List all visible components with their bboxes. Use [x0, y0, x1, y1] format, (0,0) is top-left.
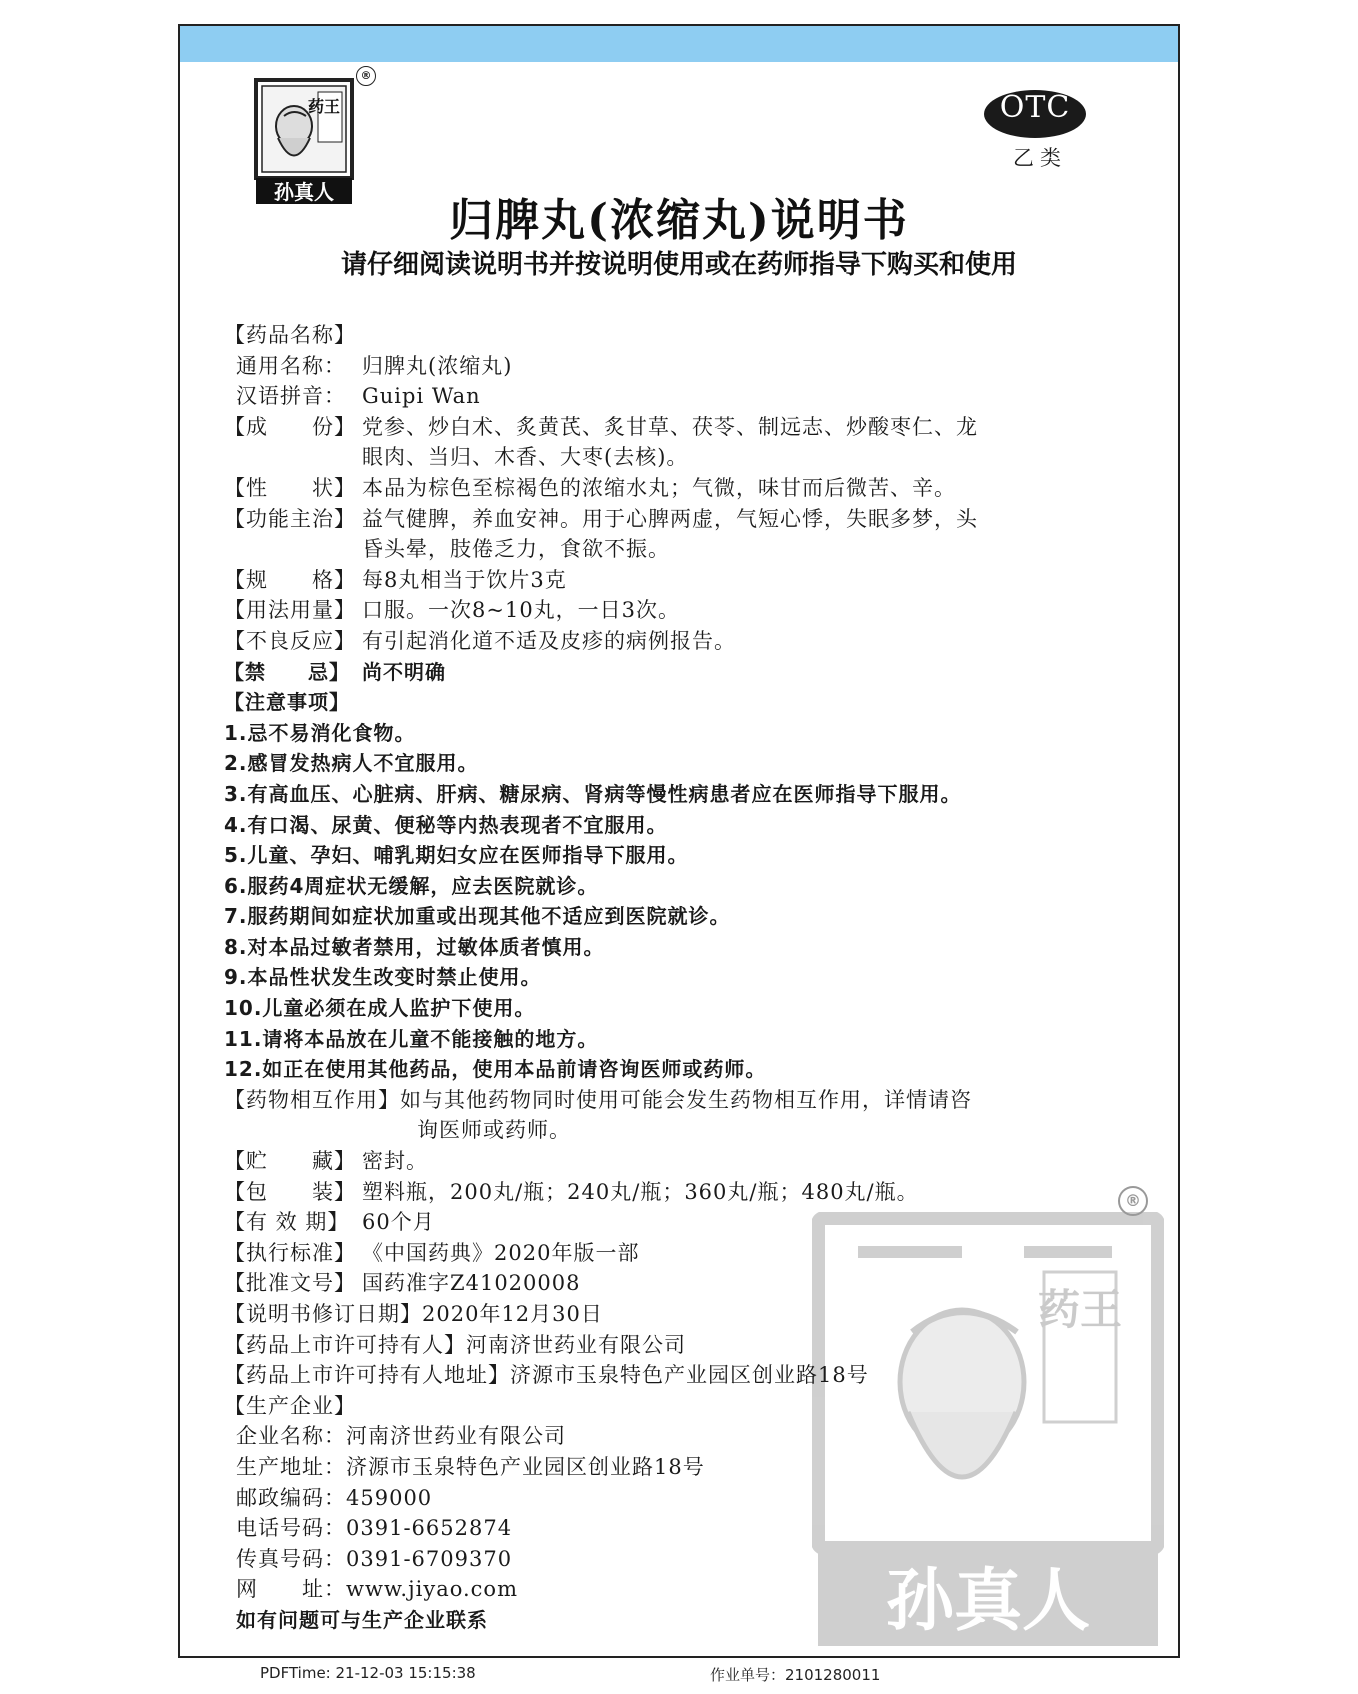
section-drug-name: 【药品名称】	[224, 323, 356, 347]
precaution-item: 8.对本品过敏者禁用，过敏体质者慎用。	[224, 934, 605, 959]
row-adverse: 【不良反应】 有引起消化道不适及皮疹的病例报告。	[224, 628, 736, 653]
precaution-item: 9.本品性状发生改变时禁止使用。	[224, 965, 542, 990]
row-function: 【功能主治】 益气健脾，养血安神。用于心脾两虚，气短心悸，失眠多梦，头	[224, 506, 978, 531]
precaution-item: 5.儿童、孕妇、哺乳期妇女应在医师指导下服用。	[224, 843, 689, 868]
footer-pdftime: PDFTime: 21-12-03 15:15:38	[260, 1664, 476, 1682]
precaution-item: 11.请将本品放在儿童不能接触的地方。	[224, 1026, 599, 1051]
row-package: 【包 装】 塑料瓶，200丸/瓶；240丸/瓶；360丸/瓶；480丸/瓶。	[224, 1179, 919, 1204]
section-precautions: 【注意事项】	[224, 690, 350, 715]
precaution-item: 3.有高血压、心脏病、肝病、糖尿病、肾病等慢性病患者应在医师指导下服用。	[224, 781, 962, 806]
row-validity: 【有 效 期】 60个月	[224, 1210, 435, 1235]
row-approval: 【批准文号】 国药准字Z41020008	[224, 1271, 581, 1296]
precaution-item: 1.忌不易消化食物。	[224, 720, 416, 745]
row-interaction-cont: 询医师或药师。	[417, 1118, 571, 1143]
row-address: 生产地址：济源市玉泉特色产业园区创业路18号	[236, 1454, 705, 1479]
precaution-item: 4.有口渴、尿黄、便秘等内热表现者不宜服用。	[224, 812, 668, 837]
row-holder-address: 【药品上市许可持有人地址】济源市玉泉特色产业园区创业路18号	[224, 1363, 869, 1388]
precaution-item: 10.儿童必须在成人监护下使用。	[224, 996, 536, 1021]
precaution-item: 6.服药4周症状无缓解，应去医院就诊。	[224, 873, 599, 898]
row-revision-date: 【说明书修订日期】2020年12月30日	[224, 1302, 603, 1326]
contact-note: 如有问题可与生产企业联系	[236, 1607, 488, 1632]
watermark-registered-mark: ®	[1118, 1186, 1148, 1216]
document-subtitle: 请仔细阅读说明书并按说明使用或在药师指导下购买和使用	[340, 250, 1017, 280]
row-fax: 传真号码：0391-6709370	[236, 1546, 513, 1571]
registered-mark: ®	[356, 66, 376, 86]
section-manufacturer: 【生产企业】	[224, 1393, 356, 1418]
row-spec: 【规 格】 每8丸相当于饮片3克	[224, 567, 567, 592]
logo-yaowang: 药王	[307, 97, 341, 116]
footer-job-number: 作业单号：2101280011	[710, 1666, 881, 1684]
row-usage: 【用法用量】 口服。一次8~10丸，一日3次。	[224, 598, 681, 623]
otc-class: 乙类	[1013, 146, 1067, 170]
row-character: 【性 状】 本品为棕色至棕褐色的浓缩水丸；气微，味甘而后微苦、辛。	[224, 475, 956, 500]
precaution-item: 7.服药期间如症状加重或出现其他不适应到医院就诊。	[224, 904, 731, 929]
row-company: 企业名称：河南济世药业有限公司	[236, 1424, 566, 1449]
precaution-item: 12.如正在使用其他药品，使用本品前请咨询医师或药师。	[224, 1057, 767, 1082]
otc-badge: OTC	[984, 90, 1086, 138]
row-generic-name: 通用名称： 归脾丸(浓缩丸)	[236, 353, 513, 378]
row-phone: 电话号码：0391-6652874	[236, 1516, 513, 1541]
row-ingredients: 【成 份】 党参、炒白术、炙黄芪、炙甘草、茯苓、制远志、炒酸枣仁、龙	[224, 414, 978, 439]
logo-brand-name: 孙真人	[274, 180, 334, 204]
instruction-body	[224, 320, 1124, 1636]
row-interaction: 【药物相互作用】如与其他药物同时使用可能会发生药物相互作用，详情请咨	[224, 1087, 972, 1112]
row-website: 网 址：www.jiyao.com	[236, 1577, 518, 1602]
precaution-item: 2.感冒发热病人不宜服用。	[224, 751, 479, 776]
instruction-sheet	[178, 24, 1180, 1658]
row-standard: 【执行标准】 《中国药典》2020年版一部	[224, 1240, 640, 1265]
watermark-brand-name: 孙真人	[885, 1561, 1091, 1641]
watermark-yaowang: 药王	[1037, 1285, 1123, 1334]
row-storage: 【贮 藏】 密封。	[224, 1149, 428, 1174]
top-color-bar	[180, 26, 1178, 62]
row-holder: 【药品上市许可持有人】河南济世药业有限公司	[224, 1332, 686, 1357]
row-function-cont: 昏头晕，肢倦乏力，食欲不振。	[362, 537, 670, 562]
row-postcode: 邮政编码：459000	[236, 1485, 433, 1510]
row-contraindication: 【禁 忌】 尚不明确	[224, 659, 446, 684]
row-ingredients-cont: 眼肉、当归、木香、大枣(去核)。	[362, 445, 689, 470]
row-pinyin: 汉语拼音： Guipi Wan	[236, 384, 481, 409]
document-title: 归脾丸(浓缩丸)说明书	[449, 195, 909, 246]
